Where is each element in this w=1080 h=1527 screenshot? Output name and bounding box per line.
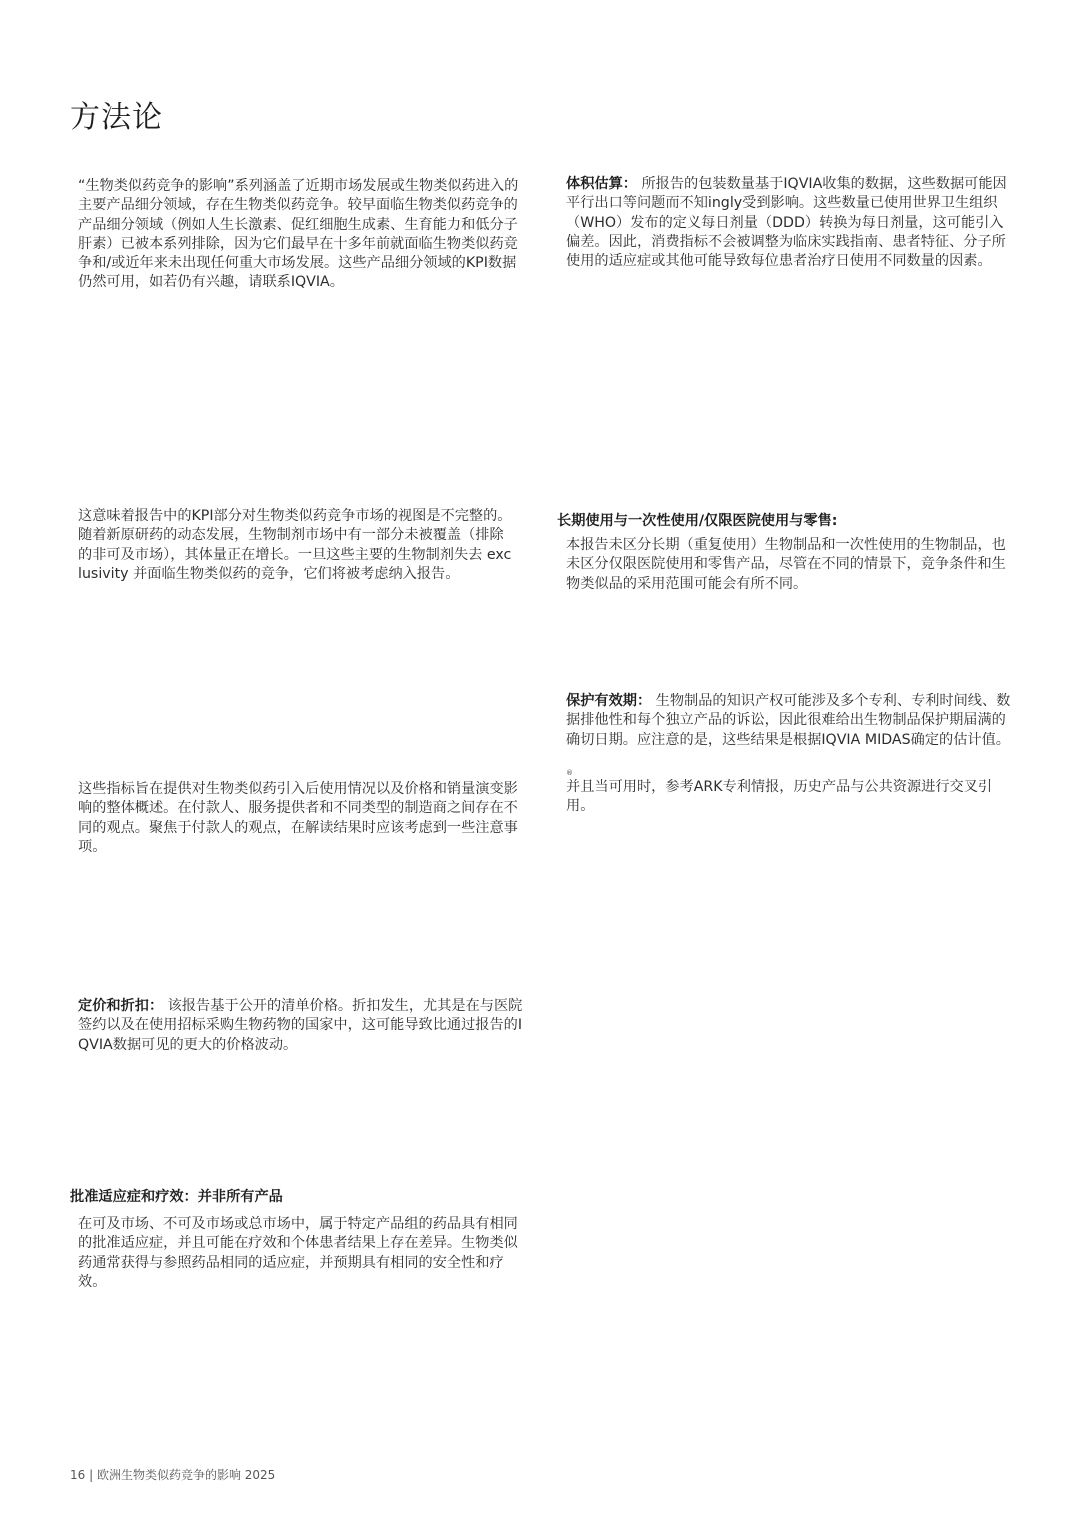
usage-type-heading: 长期使用与一次性使用/仅限医院使用与零售: [557,513,838,529]
page-footer: 16 | 欧洲生物类似药竞争的影响 2025 [70,1468,276,1482]
metrics-overview-paragraph: 这些指标旨在提供对生物类似药引入后使用情况以及价格和销量演变影响的整体概述。在付款人、服务提供者和不同类型的制造商之间存在不同的观点。聚焦于付款人的观点，在解读结果时应该考虑到一些注意事项。 [78,781,518,855]
ark-reference-paragraph: 并且当可用时，参考ARK专利情报，历史产品与公共资源进行交叉引用。 [566,779,993,815]
indications-paragraph: 在可及市场、不可及市场或总市场中，属于特定产品组的药品具有相同的批准适应症，并且可能在疗效和个体患者结果上存在差异。生物类似药通常获得与参照药品相同的适应症，并预期具有相同的安全性和疗效。 [78,1216,518,1290]
page-title: 方法论 [70,100,163,135]
registered-mark: ® [566,769,573,777]
protection-label: 保护有效期： [566,693,652,709]
pricing-text: 该报告基于公开的清单价格。折扣发生，尤其是在与医院签约以及在使用招标采购生物药物的国家中，这可能导致比通过报告的IQVIA数据可见的更大的价格波动。 [78,998,523,1053]
intro-paragraph: “生物类似药竞争的影响”系列涵盖了近期市场发展或生物类似药进入的主要产品细分领域，存在生物类似药竞争。较早面临生物类似药竞争的产品细分领域（例如人生长激素、促红细胞生成素、生育能力和低分子肝素）已被本系列排除，因为它们最早在十多年前就面临生物类似药竞争和/或近年来未出现任何重大市场发展。这些产品细分领域的KPI数据仍然可用，如若仍有兴趣，请联系IQVIA。 [78,178,519,291]
volume-estimate-text: 所报告的包装数量基于IQVIA收集的数据，这些数据可能因平行出口等问题而不知ingly受到影响。这些数量已使用世界卫生组织（WHO）发布的定义每日剂量（DDD）转换为每日剂量，这可能引入偏差。因此，消费指标不会被调整为临床实践指南、患者特征、分子所使用的适应症或其他可能导致每位患者治疗日使用不同数量的因素。 [566,176,1007,270]
pricing-paragraph [78,997,524,1055]
usage-type-paragraph: 本报告未区分长期（重复使用）生物制品和一次性使用的生物制品，也未区分仅限医院使用和零售产品，尽管在不同的情景下，竞争条件和生物类似品的采用范围可能会有所不同。 [566,537,1006,592]
pricing-label: 定价和折扣： [78,998,164,1014]
volume-estimate-label: 体积估算： [566,176,637,192]
volume-estimate-paragraph [566,175,1008,271]
protection-text: 生物制品的知识产权可能涉及多个专利、专利时间线、数据排他性和每个独立产品的诉讼，因此很难给出生物制品保护期届满的确切日期。应注意的是，这些结果是根据IQVIA MIDAS确定的估计值。 [566,693,1011,748]
protection-paragraph [566,692,1012,750]
kpi-scope-paragraph: 这意味着报告中的KPI部分对生物类似药竞争市场的视图是不完整的。随着新原研药的动态发展，生物制剂市场中有一部分未被覆盖（排除的非可及市场），其体量正在增长。一旦这些主要的生物制剂失去 exclusivity 并面临生物类似药的竞争，它们将被考虑纳入报告。 [78,508,512,582]
indications-heading: 批准适应症和疗效：并非所有产品 [70,1189,283,1205]
